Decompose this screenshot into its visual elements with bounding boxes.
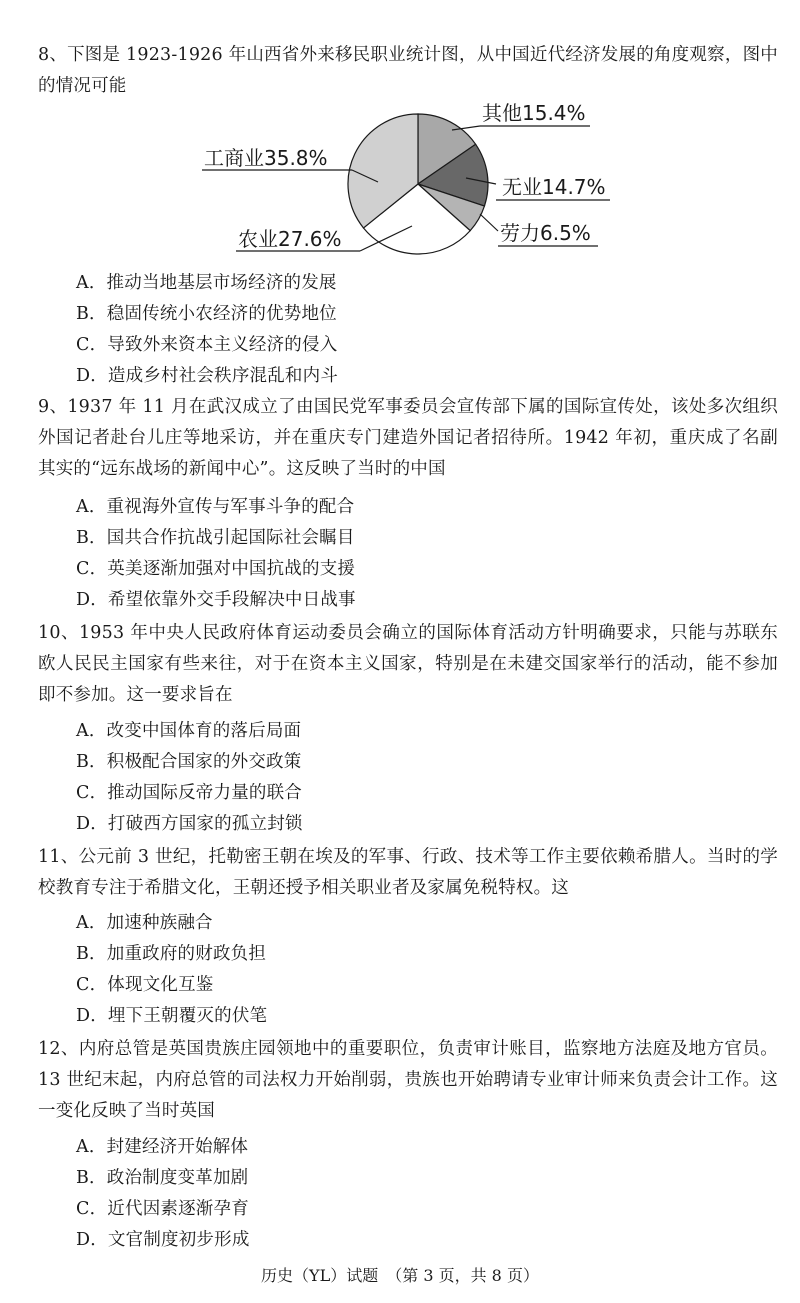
question-9-stem: 9、1937 年 11 月在武汉成立了由国民党军事委员会宣传部下属的国际宣传处，该处多次组织外国记者赴台儿庄等地采访，并在重庆专门建造外国记者招待所。1942 年初，重庆成了名副其实的“远东战场的新闻中心”。这反映了当时的中国 (38, 397, 778, 479)
q12-option-d: D．文官制度初步形成 (76, 1230, 250, 1250)
q12-option-a: A．封建经济开始解体 (76, 1137, 249, 1157)
q11-option-a: A．加速种族融合 (76, 913, 213, 933)
q8-option-a: A．推动当地基层市场经济的发展 (76, 273, 337, 293)
q10-option-a: A．改变中国体育的落后局面 (76, 721, 302, 741)
page-footer: 历史（YL）试题 （第 3 页，共 8 页） (261, 1266, 539, 1285)
q10-option-b: B．积极配合国家的外交政策 (76, 752, 302, 772)
q12-option-b: B．政治制度变革加剧 (76, 1168, 249, 1188)
slice-label-nongye: 农业27.6% (238, 227, 342, 251)
q9-option-b: B．国共合作抗战引起国际社会瞩目 (76, 528, 355, 548)
q9-option-a: A．重视海外宣传与军事斗争的配合 (76, 497, 355, 517)
question-8-stem: 8、下图是 1923-1926 年山西省外来移民职业统计图，从中国近代经济发展的角度观察，图中的情况可能 (38, 45, 778, 96)
question-12-stem: 12、内府总管是英国贵族庄园领地中的重要职位，负责审计账目，监察地方法庭及地方官员。13 世纪末起，内府总管的司法权力开始削弱，贵族也开始聘请专业审计师来负责会计工作。这一变化反映了当时英国 (38, 1039, 778, 1121)
occupation-pie-chart (180, 96, 620, 266)
q11-option-c: C．体现文化互鉴 (76, 975, 214, 995)
slice-label-laoli: 劳力6.5% (500, 221, 591, 245)
q11-option-b: B．加重政府的财政负担 (76, 944, 267, 964)
pie-chart-svg (180, 96, 620, 266)
q9-option-c: C．英美逐渐加强对中国抗战的支援 (76, 559, 356, 579)
question-11-stem: 11、公元前 3 世纪，托勒密王朝在埃及的军事、行政、技术等工作主要依赖希腊人。当时的学校教育专注于希腊文化，王朝还授予相关职业者及家属免税特权。这 (38, 847, 778, 898)
q8-option-b: B．稳固传统小农经济的优势地位 (76, 304, 337, 324)
q9-option-d: D．希望依靠外交手段解决中日战事 (76, 590, 356, 610)
leader-line-laoli (480, 214, 498, 231)
slice-label-qita: 其他15.4% (482, 101, 586, 125)
q12-option-c: C．近代因素逐渐孕育 (76, 1199, 249, 1219)
q11-option-d: D．埋下王朝覆灭的伏笔 (76, 1006, 268, 1026)
q10-option-c: C．推动国际反帝力量的联合 (76, 783, 302, 803)
question-10-stem: 10、1953 年中央人民政府体育运动委员会确立的国际体育活动方针明确要求，只能与苏联东欧人民民主国家有些来往，对于在资本主义国家，特别是在未建交国家举行的活动，能不参加即不参加。这一要求旨在 (38, 623, 778, 705)
q8-option-d: D．造成乡村社会秩序混乱和内斗 (76, 366, 339, 386)
slice-label-wuye: 无业14.7% (502, 175, 606, 199)
slice-label-gongshang: 工商业35.8% (204, 146, 328, 170)
q8-option-c: C．导致外来资本主义经济的侵入 (76, 335, 338, 355)
q10-option-d: D．打破西方国家的孤立封锁 (76, 814, 303, 834)
